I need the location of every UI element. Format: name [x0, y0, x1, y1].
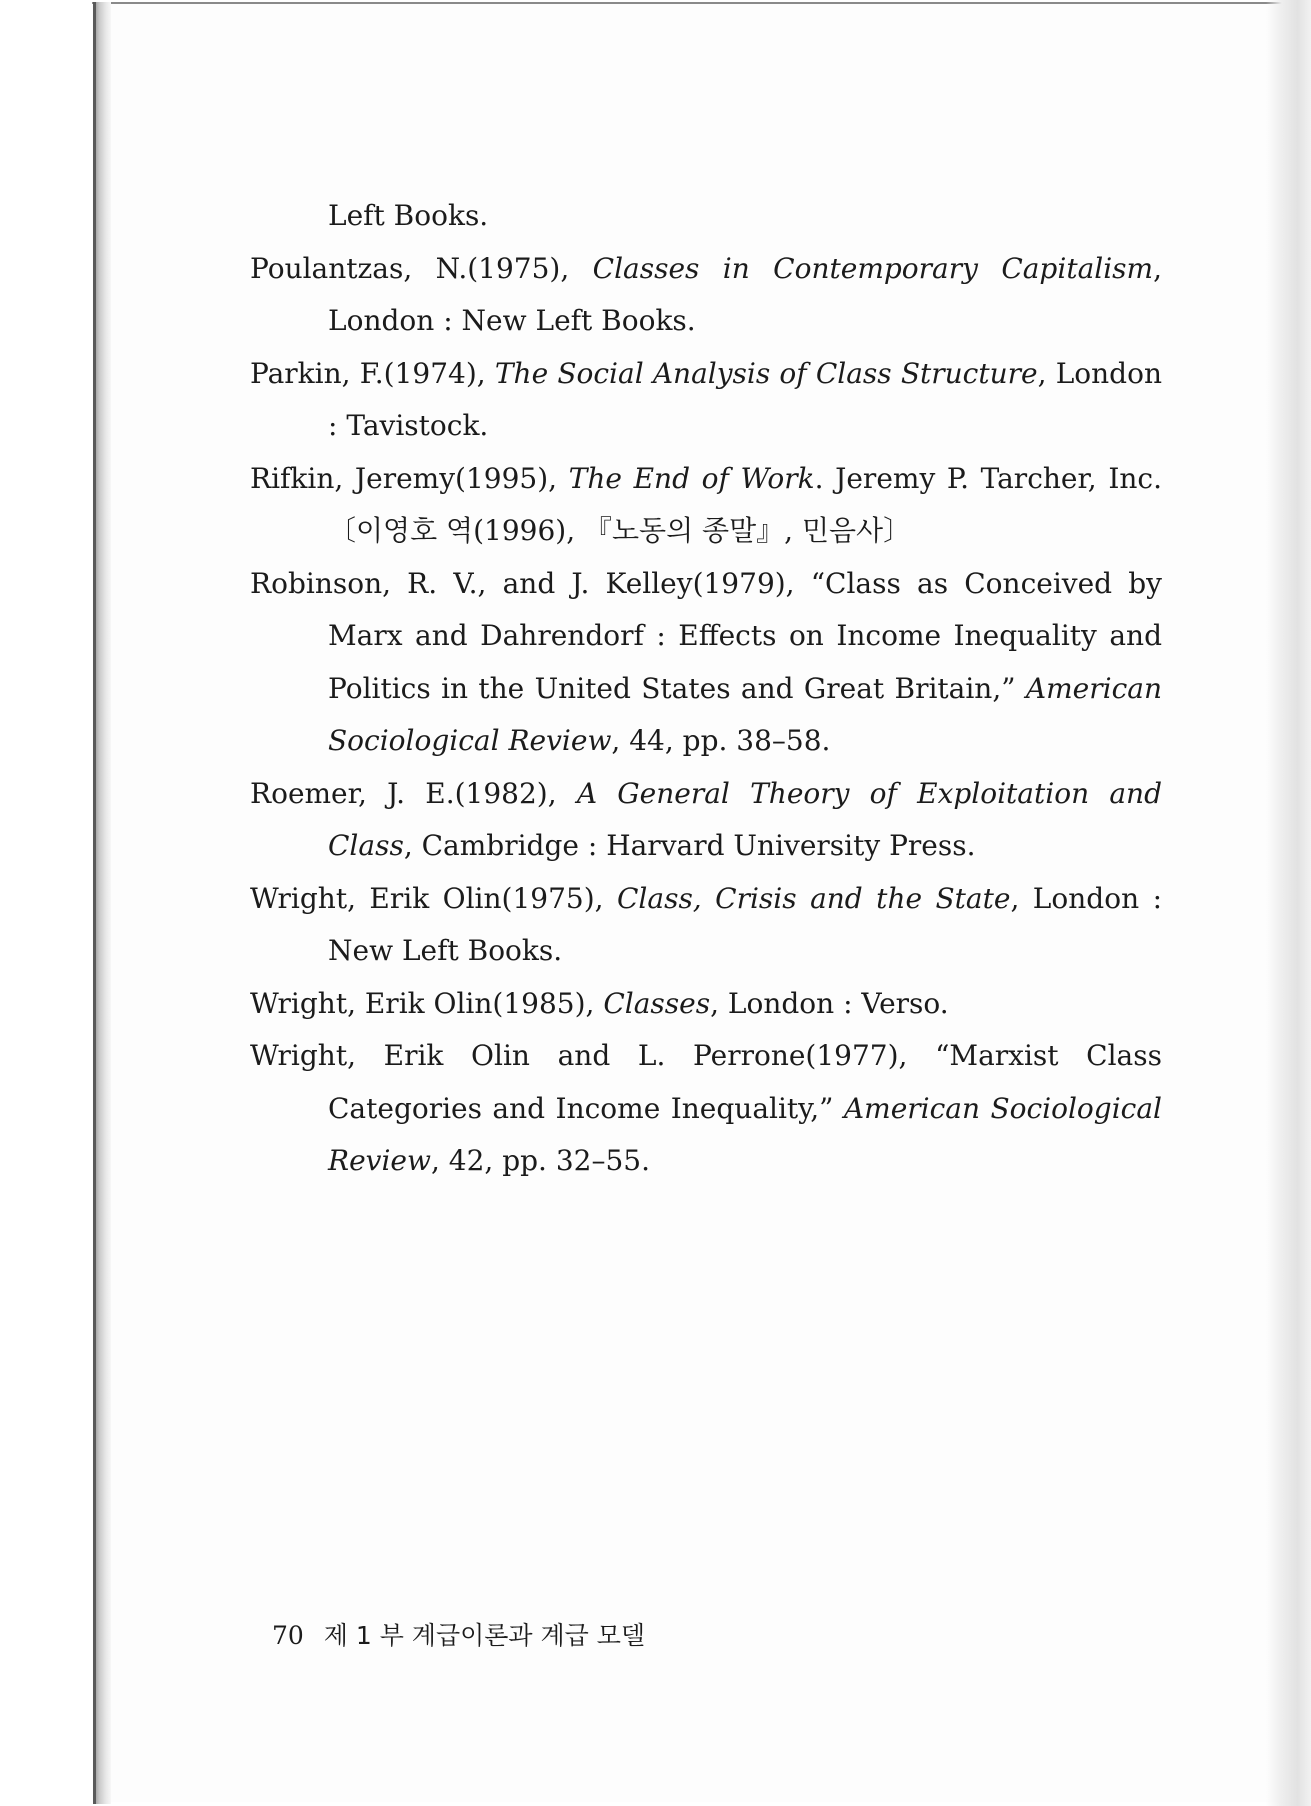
reference-title: American Sociological Review: [328, 1091, 1162, 1177]
page-footer: [272, 1616, 645, 1652]
reference-entry: [250, 558, 1162, 768]
running-footer-title: 제 1 부 계급이론과 계급 모델: [323, 1621, 646, 1650]
reference-text: , London : New Left Books.: [328, 251, 1162, 337]
reference-entry: [250, 768, 1162, 873]
reference-title: American Sociological Review: [328, 671, 1162, 757]
reference-text: , London : Verso.: [710, 986, 949, 1020]
reference-entry: [250, 978, 1162, 1031]
reference-text: . Jeremy P. Tarcher, Inc.〔이영호 역(1996), 『노동의 종말』, 민음사〕: [328, 461, 1163, 547]
reference-title: Classes in Contemporary Capitalism: [592, 251, 1154, 285]
reference-text: , 44, pp. 38–58.: [611, 724, 831, 757]
reference-text: Roemer, J. E.(1982),: [250, 776, 577, 810]
reference-text: Left Books.: [328, 199, 489, 232]
reference-entry: [250, 348, 1162, 453]
reference-text: Poulantzas, N.(1975),: [250, 251, 593, 285]
reference-entry: [250, 243, 1162, 348]
reference-text: , 42, pp. 32–55.: [430, 1144, 651, 1177]
reference-text: Robinson, R. V., and J. Kelley(1979), “Class as Conceived by Marx and Dahrendorf : Effects on Income Inequality and Politics in the United States and Great Britain,”: [250, 566, 1162, 705]
reference-entry: [250, 1030, 1162, 1188]
page-number: 70: [272, 1621, 304, 1650]
reference-text: Rifkin, Jeremy(1995),: [250, 461, 569, 495]
reference-entry-continued: [250, 190, 1162, 243]
reference-title: The Social Analysis of Class Structure: [494, 356, 1038, 390]
reference-text: , London : Tavistock.: [328, 356, 1162, 442]
reference-entry: [250, 453, 1162, 558]
reference-text: Parkin, F.(1974),: [250, 356, 495, 390]
reference-title: Class, Crisis and the State: [617, 881, 1011, 915]
reference-text: Wright, Erik Olin(1985),: [250, 986, 604, 1020]
reference-list: [250, 190, 1162, 1188]
reference-title: A General Theory of Exploitation and Class: [328, 776, 1162, 862]
reference-text: , Cambridge : Harvard University Press.: [403, 829, 976, 862]
reference-text: , London : New Left Books.: [328, 881, 1162, 967]
reference-text: Wright, Erik Olin(1975),: [250, 881, 617, 915]
reference-entry: [250, 873, 1162, 978]
book-edge: [93, 2, 96, 1804]
reference-text: Wright, Erik Olin and L. Perrone(1977), “Marxist Class Categories and Income Inequality,”: [250, 1039, 1162, 1125]
page-shadow: [1266, 0, 1311, 1806]
reference-title: Classes: [603, 986, 711, 1020]
reference-title: The End of Work: [568, 461, 815, 495]
